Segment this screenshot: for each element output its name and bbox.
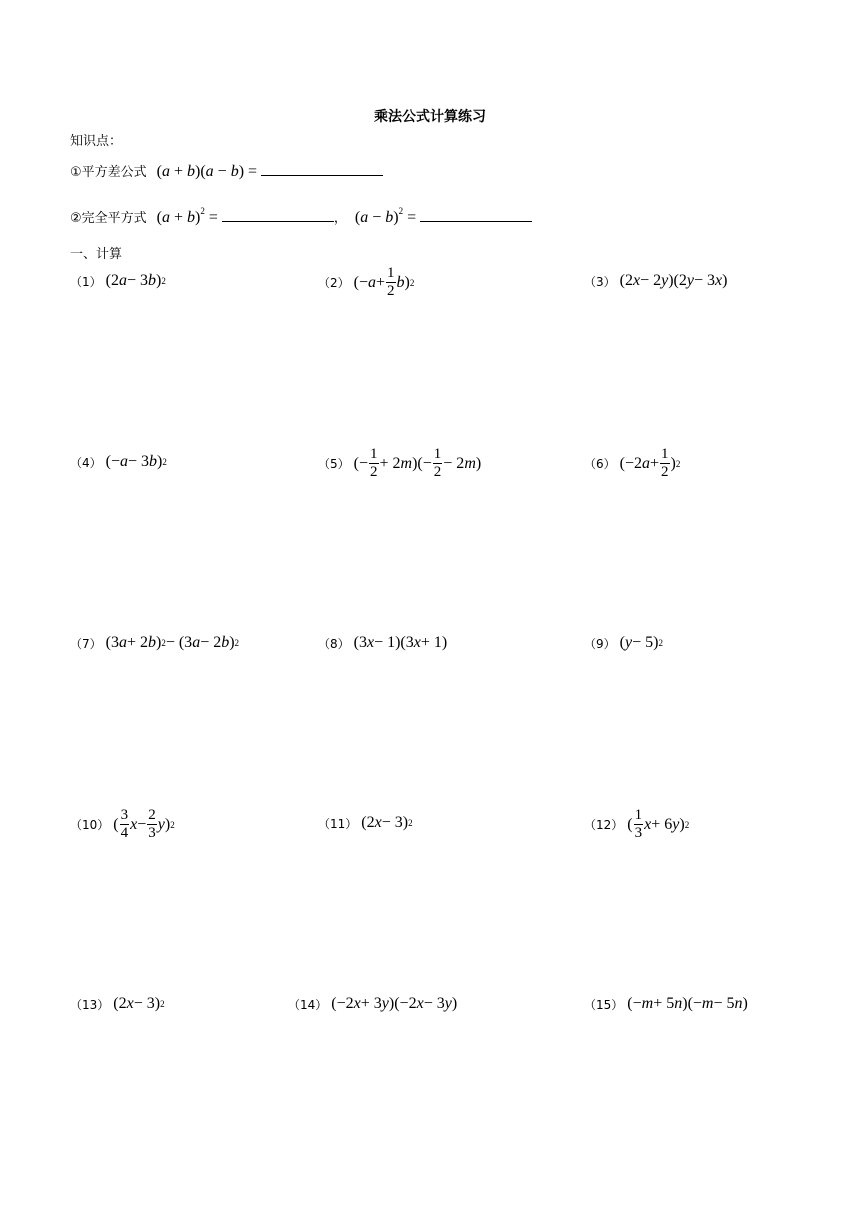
problem-number: （11） xyxy=(318,816,358,831)
problem-expression: (2 x − 3) 2 xyxy=(361,814,413,831)
problem-expression: (− $\frac{1}{2}$ + 2 m )(− $\frac{1}{2}$ − 2 m ) xyxy=(353,446,482,480)
problem-number: （1） xyxy=(70,274,102,289)
problem-7 xyxy=(70,634,239,652)
problem-8 xyxy=(318,634,447,652)
problem-13 xyxy=(70,995,165,1013)
problem-number: （5） xyxy=(318,457,350,471)
problem-3 xyxy=(584,272,727,290)
problem-number: （9） xyxy=(584,636,616,651)
problem-9 xyxy=(584,634,663,652)
problem-expression: ( y − 5) 2 xyxy=(619,634,663,651)
problem-5 xyxy=(318,447,481,480)
problem-14 xyxy=(288,995,457,1013)
formula2-label: ②完全平方式 xyxy=(70,211,147,226)
problem-expression: (2 a − 3 b ) 2 xyxy=(105,272,166,289)
problem-expression: (− a + $\frac{1}{2}$ b ) 2 xyxy=(353,265,415,299)
problem-number: （12） xyxy=(584,818,624,832)
problem-expression: (3 x − 1)(3 x + 1) xyxy=(353,634,448,651)
problem-expression: ( $\frac{3}{4}$ x − $\frac{2}{3}$ y ) 2 xyxy=(113,807,175,841)
problem-expression: (−2 a + $\frac{1}{2}$ ) 2 xyxy=(619,446,681,480)
formula2-blank-a[interactable] xyxy=(222,207,334,222)
problem-expression: (2 x − 3) 2 xyxy=(113,995,165,1012)
formula1-expression: (a + b)(a − b) = xyxy=(156,163,258,180)
formula2-blank-b[interactable] xyxy=(420,207,532,222)
problem-expression: ( $\frac{1}{3}$ x + 6 y ) 2 xyxy=(627,807,690,841)
section-label: 一、计算 xyxy=(70,247,123,262)
formula2-comma: ， xyxy=(333,211,347,226)
problem-6 xyxy=(584,447,680,480)
formula2-expression-b: $(a - b)^2$ = xyxy=(354,206,417,226)
problem-number: （4） xyxy=(70,455,102,470)
problem-12 xyxy=(584,808,689,841)
perfect-square-row xyxy=(70,207,532,227)
problem-number: （14） xyxy=(288,997,328,1012)
problem-number: （6） xyxy=(584,457,616,471)
problem-number: （10） xyxy=(70,818,110,832)
problem-number: （2） xyxy=(318,276,350,290)
problem-expression: (−2 x + 3 y )(−2 x − 3 y ) xyxy=(331,995,458,1012)
problem-4 xyxy=(70,453,167,471)
problem-expression: (− a − 3 b ) 2 xyxy=(105,453,167,470)
problem-15 xyxy=(584,995,748,1013)
problem-expression: (2 x − 2 y )(2 y − 3 x ) xyxy=(619,272,728,289)
problem-1 xyxy=(70,272,166,290)
problem-number: （8） xyxy=(318,636,350,651)
formula2-expression-a: $(a + b)^2$ = xyxy=(156,206,218,226)
problem-expression: (− m + 5 n )(− m − 5 n ) xyxy=(627,995,748,1012)
problem-number: （7） xyxy=(70,636,102,651)
formula1-label: ①平方差公式 xyxy=(70,165,147,180)
page-title: 乘法公式计算练习 xyxy=(374,109,486,125)
problem-number: （15） xyxy=(584,997,624,1012)
problem-11 xyxy=(318,814,413,832)
problem-10 xyxy=(70,808,175,841)
formula1-blank[interactable] xyxy=(261,161,383,176)
difference-of-squares-row xyxy=(70,161,383,181)
problem-2 xyxy=(318,266,414,299)
problem-number: （3） xyxy=(584,274,616,289)
problem-number: （13） xyxy=(70,997,110,1012)
knowledge-label: 知识点： xyxy=(70,134,123,149)
problem-expression: (3 a + 2 b ) 2 − (3 a − 2 b ) 2 xyxy=(105,634,240,651)
